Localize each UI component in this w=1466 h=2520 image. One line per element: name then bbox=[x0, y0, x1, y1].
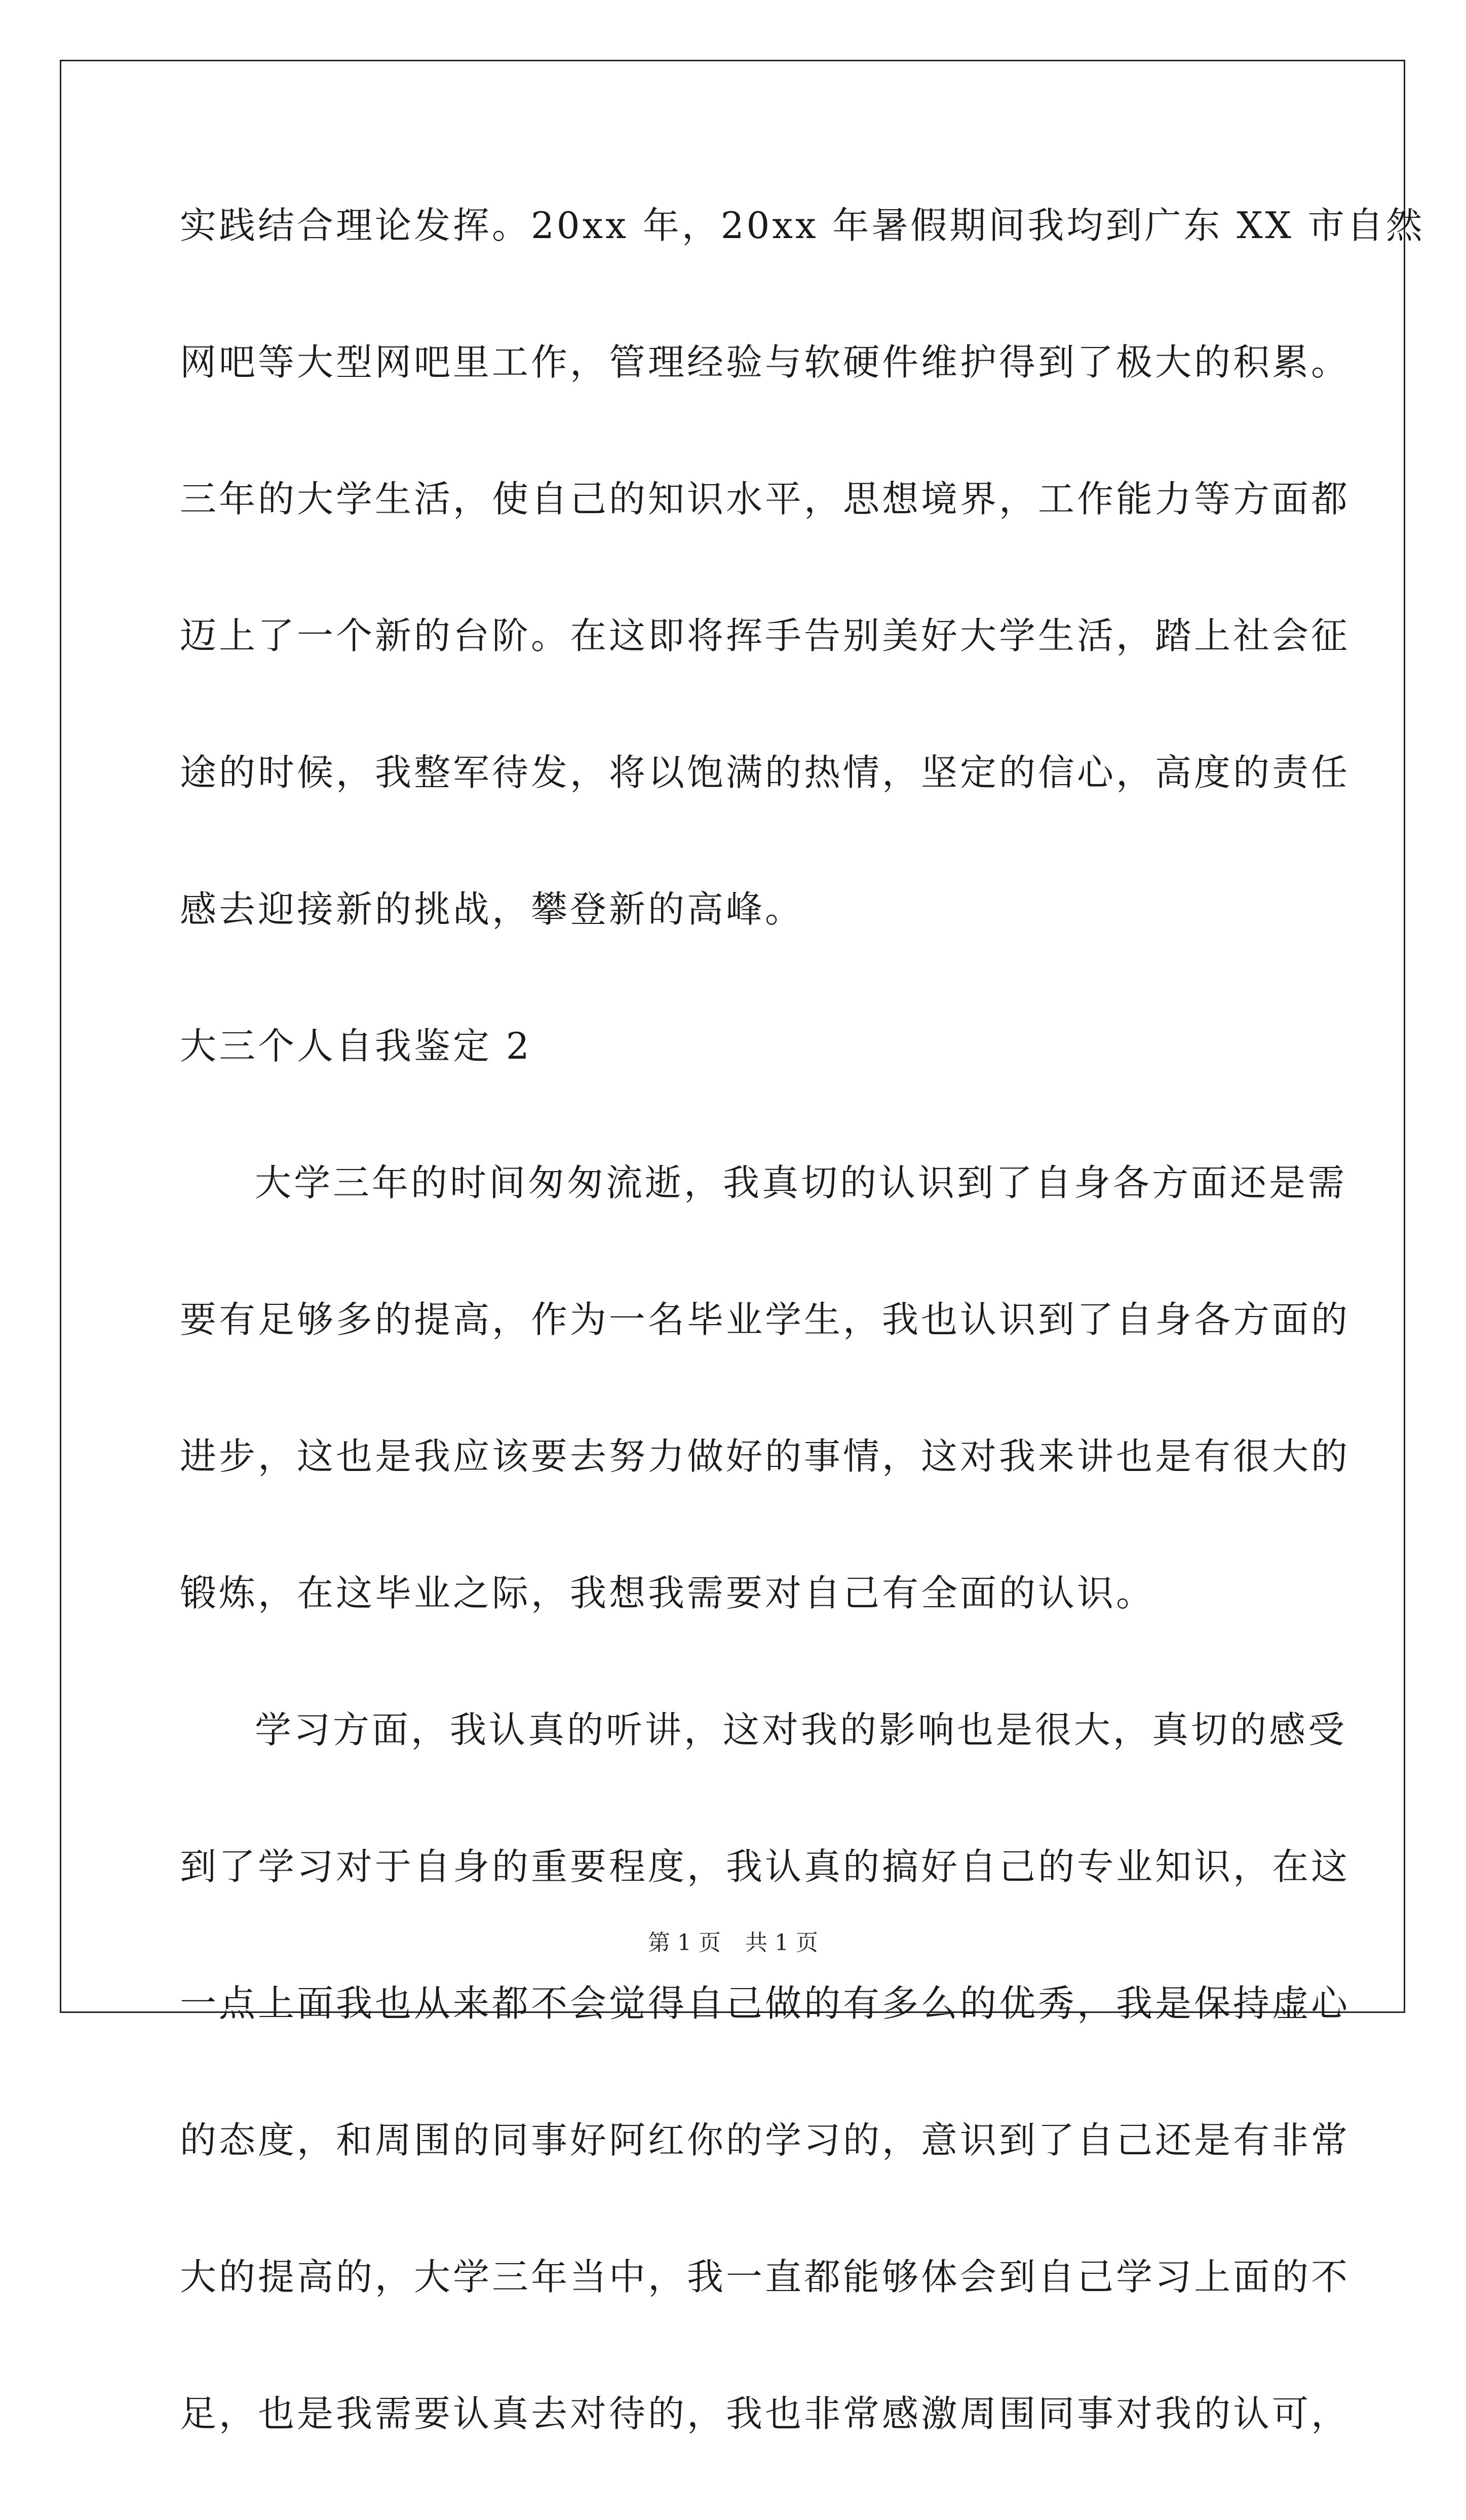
text-line: 一点上面我也从来都不会觉得自己做的有多么的优秀，我是保持虚心 bbox=[180, 1982, 1351, 2025]
text-line: 迈上了一个新的台阶。在这即将挥手告别美好大学生活，踏上社会征 bbox=[180, 614, 1351, 657]
section-heading: 大三个人自我鉴定 2 bbox=[180, 1025, 532, 1067]
text-line: 途的时候，我整军待发，将以饱满的热情，坚定的信心，高度的责任 bbox=[180, 751, 1351, 794]
page-number: 第 1 页 bbox=[648, 1930, 721, 1956]
text-line: 学习方面，我认真的听讲，这对我的影响也是很大，真切的感受 bbox=[255, 1709, 1347, 1751]
text-line: 足，也是我需要认真去对待的，我也非常感激周围同事对我的认可， bbox=[180, 2392, 1351, 2435]
text-line: 大的提高的，大学三年当中，我一直都能够体会到自己学习上面的不 bbox=[180, 2256, 1351, 2298]
text-line: 大学三年的时间匆匆流逝，我真切的认识到了自身各方面还是需 bbox=[255, 1161, 1347, 1204]
text-line: 感去迎接新的挑战，攀登新的高峰。 bbox=[180, 888, 804, 931]
page-footer bbox=[0, 1929, 1466, 1957]
text-line: 要有足够多的提高，作为一名毕业学生，我也认识到了自身各方面的 bbox=[180, 1298, 1351, 1341]
text-line: 三年的大学生活，使自己的知识水平，思想境界，工作能力等方面都 bbox=[180, 478, 1351, 520]
text-line: 实践结合理论发挥。20xx 年，20xx 年暑假期间我均到广东 XX 市自然 bbox=[180, 204, 1425, 247]
document-body bbox=[180, 195, 1425, 2520]
text-line: 进步，这也是我应该要去努力做好的事情，这对我来讲也是有很大的 bbox=[180, 1435, 1351, 1478]
text-line: 网吧等大型网吧里工作，管理经验与软硬件维护得到了极大的积累。 bbox=[180, 341, 1351, 383]
text-line: 锻炼，在这毕业之际，我想我需要对自己有全面的认识。 bbox=[180, 1572, 1155, 1614]
text-line: 到了学习对于自身的重要程度，我认真的搞好自己的专业知识，在这 bbox=[180, 1845, 1351, 1888]
text-line: 的态度，和周围的同事好阿红你的学习的，意识到了自己还是有非常 bbox=[180, 2119, 1351, 2161]
page-total: 共 1 页 bbox=[745, 1930, 818, 1956]
